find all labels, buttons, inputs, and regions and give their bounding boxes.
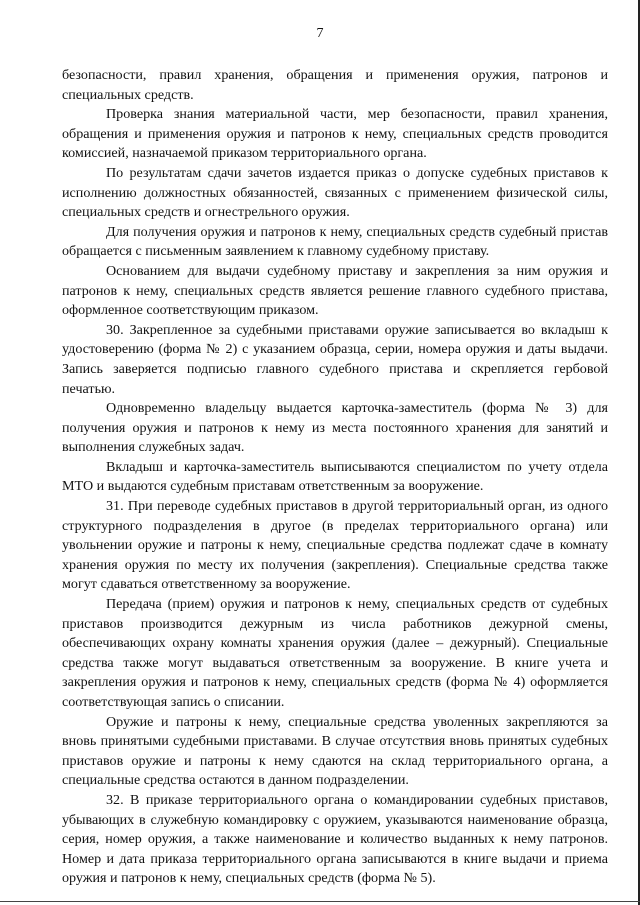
scan-edge-bottom <box>0 901 640 902</box>
paragraph: 32. В приказе территориального органа о командировании судебных приставов, убывающих в служебную командировку с оружием, указываются наименование образца, серия, номер оружия, а также наименование и количество выданных к нему патронов. Номер и дата приказа территориального органа записываются в книге выдачи и приема оружия и патронов к нему, специальных средств (форма № 5). <box>62 791 608 887</box>
paragraph: безопасности, правил хранения, обращения и применения оружия, патронов и специальных средств. <box>62 67 608 103</box>
page-number: 7 <box>316 26 324 41</box>
document-body <box>62 66 608 889</box>
paragraph: Вкладыш и карточка-заместитель выписываются специалистом по учету отдела МТО и выдаются судебным приставам ответственным за вооружение. <box>62 458 608 495</box>
paragraph: Передача (прием) оружия и патронов к нему, специальных средств от судебных приставов производится дежурным из числа работников дежурной смены, обеспечивающих охрану комнаты хранения оружия (далее – дежурный). Специальные средства также могут выдаваться ответственным за вооружение. В книге учета и закрепления оружия и патронов к нему, специальных средств (форма № 4) оформляется соответствующая запись о списании. <box>62 596 608 710</box>
paragraph: 30. Закрепленное за судебными приставами оружие записывается во вкладыш к удостоверению (форма № 2) с указанием образца, серии, номера оружия и даты выдачи. Запись заверяется подписью главного судебного пристава и скрепляется гербовой печатью. <box>62 321 608 397</box>
paragraph: Основанием для выдачи судебному приставу и закрепления за ним оружия и патронов к нему, специальных средств является решение главного судебного пристава, оформленное соответствующим приказом. <box>62 262 608 319</box>
paragraph: Проверка знания материальной части, мер безопасности, правил хранения, обращения и применения оружия и патронов к нему, специальных средств проводится комиссией, назначаемой приказом территориального органа. <box>62 106 608 162</box>
paragraph: По результатам сдачи зачетов издается приказ о допуске судебных приставов к исполнению должностных обязанностей, связанных с применением физической силы, специальных средств и огнестрельного оружия. <box>62 164 608 221</box>
paragraph: Одновременно владельцу выдается карточка-заместитель (форма № 3) для получения оружия и патронов к нему из места постоянного хранения для занятий и выполнения служебных задач. <box>62 400 608 456</box>
paragraph: Оружие и патроны к нему, специальные средства уволенных закрепляются за вновь принятыми судебными приставами. В случае отсутствия вновь принятых судебных приставов оружие и патроны к нему сдаются на склад территориального органа, а специальные средства остаются в данном подразделении. <box>62 713 608 789</box>
paragraph: Для получения оружия и патронов к нему, специальных средств судебный пристав обращается с письменным заявлением к главному судебному приставу. <box>62 223 608 260</box>
paragraph: 31. При переводе судебных приставов в другой территориальный орган, из одного структурного подразделения в другое (в пределах территориального органа) или увольнении оружие и патроны к нему, специальные средства подлежат сдаче в комнату хранения оружия по месту их получения (закрепления). Специальные средства также могут сдаваться ответственному за вооружение. <box>62 498 608 593</box>
